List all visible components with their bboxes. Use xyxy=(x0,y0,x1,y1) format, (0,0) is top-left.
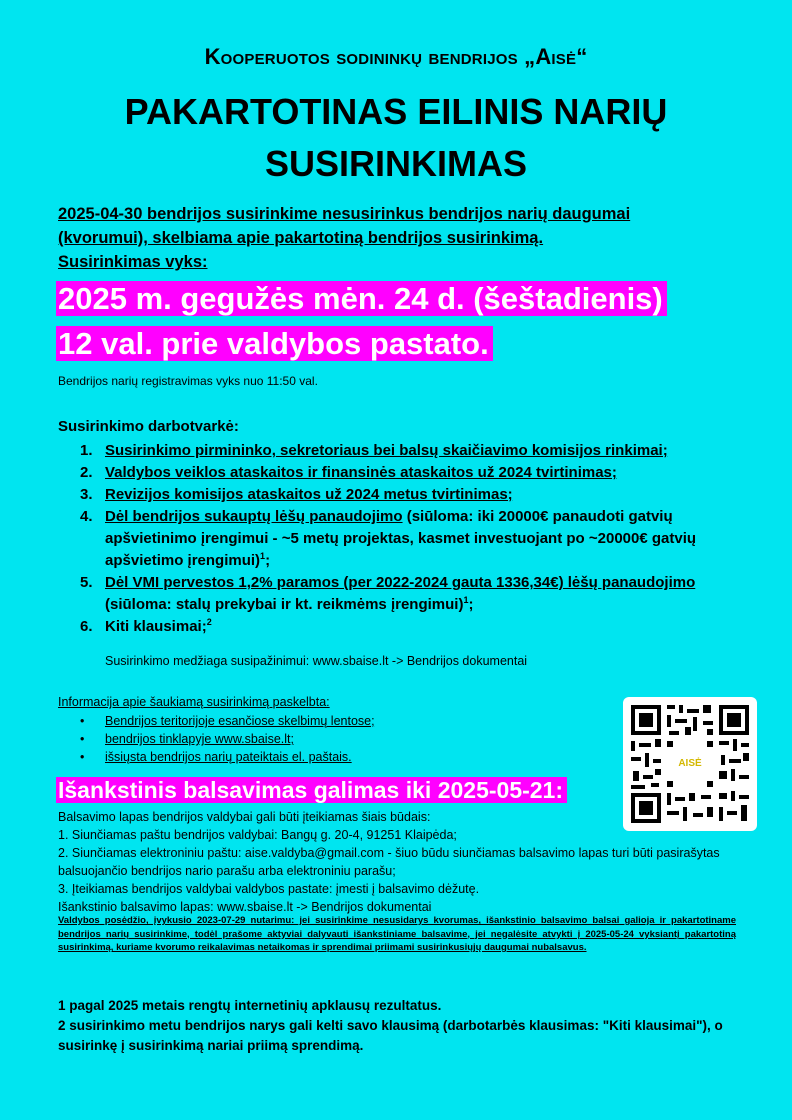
meeting-place: 12 val. prie valdybos pastato. xyxy=(56,326,493,361)
ballot-line: Balsavimo lapas bendrijos valdybai gali būti įteikiamas šiais būdais: xyxy=(58,810,431,824)
agenda-item-number: 4. xyxy=(80,508,93,525)
advance-vote-title-text: Išankstinis balsavimas galimas iki 2025-05-21: xyxy=(56,777,567,803)
footnote-1: 1 pagal 2025 metais rengtų internetinių apklausų rezultatus. xyxy=(58,998,442,1013)
ballot-line: 2. Siunčiamas elektroniniu paštu: aise.valdyba@gmail.com - šiuo būdu siunčiamas balsavimo lapas turi būti pasirašytas balsuojančio bendrijos nario parašu arba elektroniniu parašu; xyxy=(58,846,720,878)
title-line-2: SUSIRINKIMAS xyxy=(264,143,528,184)
bullet-icon: • xyxy=(80,750,85,764)
info-list xyxy=(80,712,375,766)
agenda-item-number: 3. xyxy=(80,486,93,503)
agenda-item-details: (siūloma: stalų prekybai ir kt. reikmėms įrengimui) xyxy=(105,596,464,613)
footnote-ref: 1 xyxy=(260,551,266,561)
footnote-ref: 1 xyxy=(463,595,469,605)
agenda-item xyxy=(80,462,740,484)
meeting-highlight xyxy=(56,276,667,366)
agenda-list xyxy=(80,440,740,638)
ballot-line: 1. Siunčiamas paštu bendrijos valdybai: Bangų g. 20-4, 91251 Klaipėda; xyxy=(58,828,457,842)
agenda-item-number: 6. xyxy=(80,618,93,635)
ballot-instructions xyxy=(58,808,748,916)
agenda-item-number: 2. xyxy=(80,464,93,481)
ballot-line: 3. Įteikiamas bendrijos valdybai valdybos pastate: įmesti į balsavimo dėžutę. xyxy=(58,882,480,896)
agenda-item xyxy=(80,616,740,638)
agenda-item xyxy=(80,440,740,462)
title-line-1: PAKARTOTINAS EILINIS NARIŲ xyxy=(124,91,668,132)
agenda-item-number: 1. xyxy=(80,442,93,459)
info-item-text: išsiųsta bendrijos narių pateiktais el. paštais. xyxy=(105,750,352,764)
agenda-item-details: (siūloma: iki 20000€ panaudoti gatvių apšvietinimo įrengimui - ~5 metų projektas, kasmet investuojant po ~20000€ gatvių apšvietimo įrengimui) xyxy=(105,508,697,569)
qr-logo-label: AISĖ xyxy=(672,755,708,773)
agenda-item-text xyxy=(105,572,740,616)
agenda-title: Susirinkimo darbotvarkė: xyxy=(58,418,239,435)
registration-note: Bendrijos narių registravimas vyks nuo 11:50 val. xyxy=(58,374,318,388)
meeting-date: 2025 m. gegužės mėn. 24 d. (šeštadienis) xyxy=(56,281,667,316)
agenda-item xyxy=(80,506,740,572)
material-link-text: Susirinkimo medžiaga susipažinimui: www.sbaise.lt -> Bendrijos dokumentai xyxy=(105,654,528,668)
intro-text xyxy=(58,202,748,274)
agenda-item-label: Kiti klausimai; xyxy=(105,618,207,635)
agenda-item-text xyxy=(105,506,740,572)
agenda-item-topic: Dėl VMI pervestos 1,2% paramos (per 2022-2024 gauta 1336,34€) lėšų panaudojimo xyxy=(105,574,696,591)
agenda-item xyxy=(80,484,740,506)
footnote-ref: 2 xyxy=(206,617,212,627)
agenda-item-end: ; xyxy=(265,552,271,569)
intro-line-3: Susirinkimas vyks: xyxy=(58,253,208,271)
agenda-item-end: ; xyxy=(468,596,474,613)
agenda-item-text: Susirinkimo pirmininko, sekretoriaus bei balsų skaičiavimo komisijos rinkimai; xyxy=(105,442,668,459)
intro-line-2: (kvorumui), skelbiama apie pakartotiną bendrijos susirinkimą. xyxy=(58,229,544,247)
info-item xyxy=(80,712,375,730)
info-item-text: bendrijos tinklapyje www.sbaise.lt; xyxy=(105,732,294,746)
info-item xyxy=(80,730,375,748)
organization-name: Kooperuotos sodininkų bendrijos „Aisė“ xyxy=(204,44,588,69)
agenda-item xyxy=(80,572,740,616)
agenda-item-text xyxy=(105,616,740,638)
notice-title xyxy=(0,86,792,190)
agenda-item-text: Valdybos veiklos ataskaitos ir finansinės ataskaitos už 2024 tvirtinimas; xyxy=(105,464,617,481)
bullet-icon: • xyxy=(80,732,85,746)
info-item-text: Bendrijos teritorijoje esančiose skelbimų lentose; xyxy=(105,714,375,728)
info-item xyxy=(80,748,375,766)
info-title: Informacija apie šaukiamą susirinkimą paskelbta: xyxy=(58,695,330,709)
agenda-item-number: 5. xyxy=(80,574,93,591)
ballot-line: Išankstinio balsavimo lapas: www.sbaise.lt -> Bendrijos dokumentai xyxy=(58,900,432,914)
footnote-2: 2 susirinkimo metu bendrijos narys gali kelti savo klausimą (darbotarbės klausimas: "Kiti klausimai"), o susirinkę į susirinkimą nariai priimą sprendimą. xyxy=(58,1018,723,1053)
agenda-item-topic: Dėl bendrijos sukauptų lėšų panaudojimo xyxy=(105,508,403,525)
agenda-item-text: Revizijos komisijos ataskaitos už 2024 metus tvirtinimas; xyxy=(105,486,513,503)
bullet-icon: • xyxy=(80,714,85,728)
advance-vote-title xyxy=(56,775,567,805)
footnotes xyxy=(58,996,748,1056)
intro-line-1: 2025-04-30 bendrijos susirinkime nesusirinkus bendrijos narių daugumai xyxy=(58,205,631,223)
board-decision-note: Valdybos posėdžio, įvykusio 2023-07-29 nutarimu: jei susirinkime nesusidarys kvorumas, išankstinio balsavimo balsai galioja ir pakartotiname bendrijos narių susirinkime, todėl prašome aktyviai dalyvauti išankstiniame balsavime, jei negalėsite atvykti į 2025-05-24 vyksiantį pakartotiną susirinkimą, kuriame kvorumo reikalavimas netaikomas ir sprendimai priimami susirinkusiųjų daugumai nubalsavus. xyxy=(58,915,736,953)
